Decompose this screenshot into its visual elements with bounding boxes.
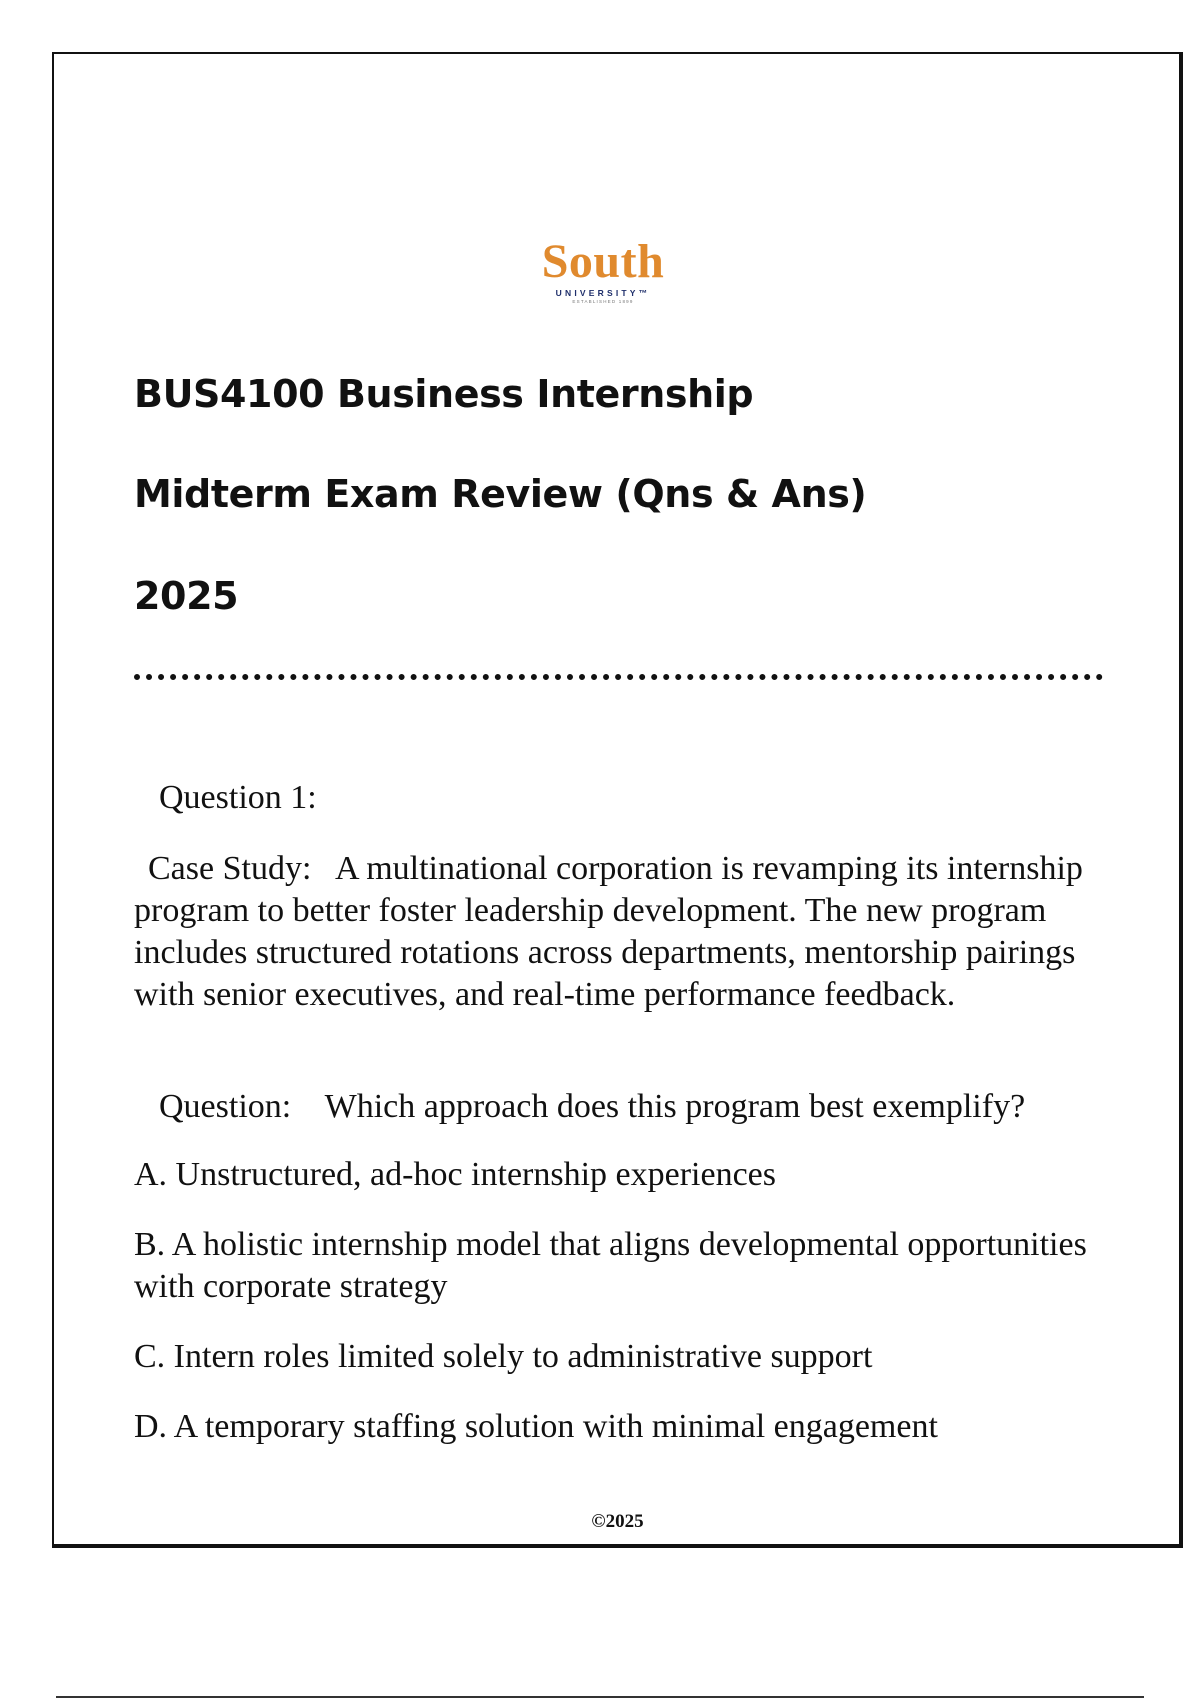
copyright-notice: ©2025 [591, 1511, 644, 1532]
course-title: BUS4100 Business Internship [134, 372, 754, 416]
document-title: Midterm Exam Review (Qns & Ans) [134, 472, 867, 516]
question-prompt [159, 1086, 1025, 1128]
logo-established: ESTABLISHED 1899 [572, 299, 634, 304]
logo-wordmark: South [541, 235, 665, 288]
answer-option-c: C. Intern roles limited solely to administrative support [134, 1338, 873, 1375]
dotted-divider [134, 674, 1103, 680]
answer-option-b: B. A holistic internship model that aligns developmental opportunities with corporate strategy [134, 1226, 1087, 1305]
case-study-paragraph [134, 848, 1094, 1016]
answer-option-a: A. Unstructured, ad-hoc internship experiences [134, 1156, 776, 1193]
university-logo [532, 235, 674, 310]
answer-option-d: D. A temporary staffing solution with minimal engagement [134, 1408, 938, 1445]
document-year: 2025 [134, 574, 239, 618]
bottom-rule [56, 1696, 1144, 1698]
logo-subtitle: UNIVERSITY™ [555, 288, 651, 298]
question-prompt-text: Which approach does this program best exemplify? [324, 1088, 1026, 1125]
question-number: Question 1: [159, 779, 317, 816]
question-prompt-label: Question: [159, 1088, 292, 1125]
case-study-label: Case Study: [148, 850, 312, 887]
case-study-text: A multinational corporation is revamping its internship program to better foster leadership development. The new program includes structured rotations across departments, mentorship pairings with senior executives, and real-time performance feedback. [134, 850, 1083, 1013]
